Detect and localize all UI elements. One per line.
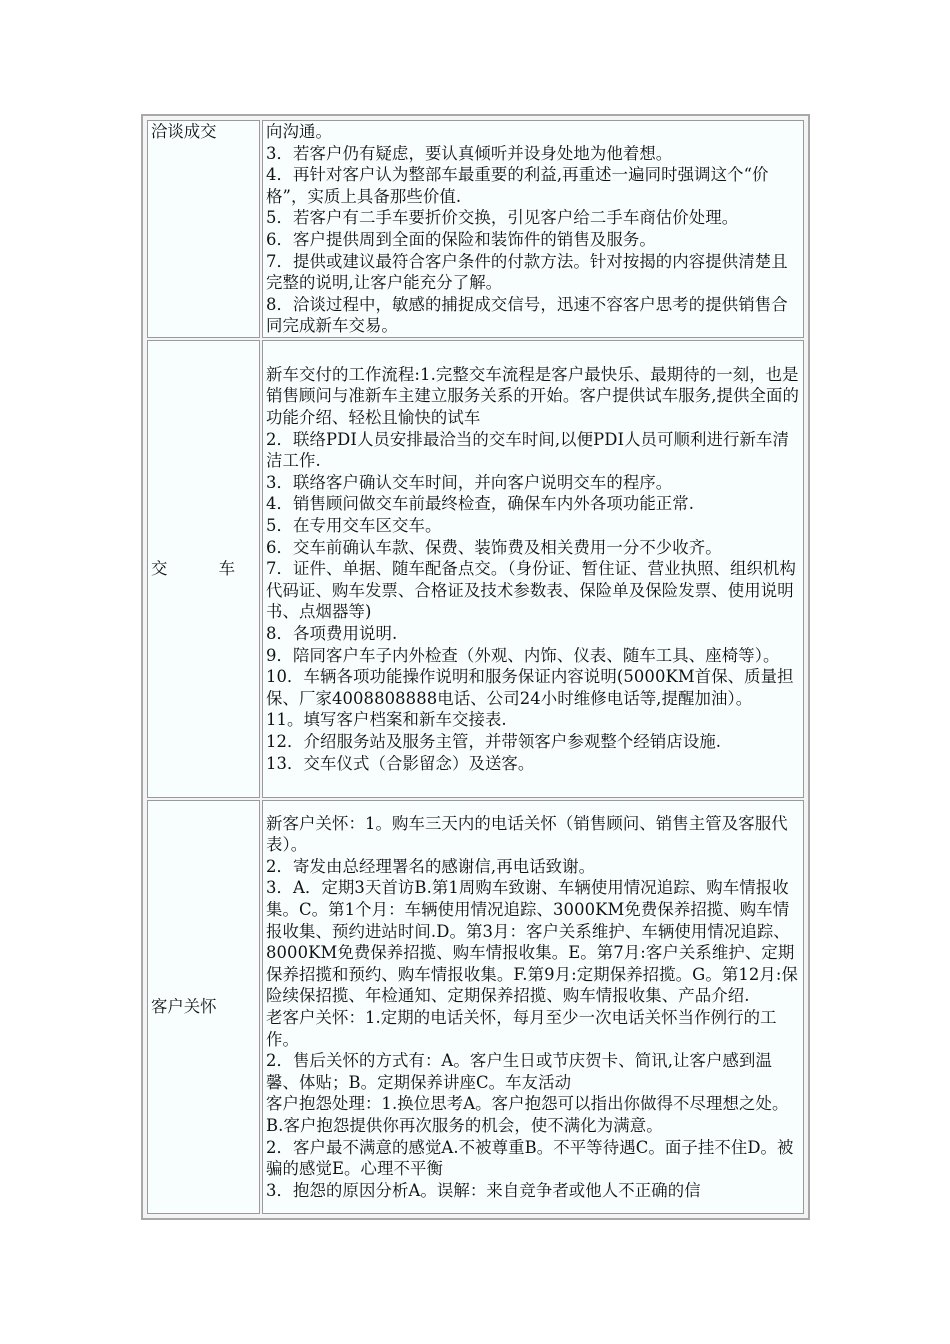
content-line: 2．售后关怀的方式有：A。客户生日或节庆贺卡、简讯,让客户感到温馨、体贴；B。定期保养讲座C。车友活动 [266, 1051, 773, 1092]
content-line: 新客户关怀：1。购车三天内的电话关怀（销售顾问、销售主管及客服代表）。 [266, 813, 788, 855]
row-label-customer-care [147, 800, 260, 1214]
content-line: 3．A．定期3天首访B.第1周购车致谢、车辆使用情况追踪、购车情报收集。C。第1个月：车辆使用情况追踪、3000KM免费保养招揽、购车情报收集、预约进站时间.D。第3月：客户关系维护、车辆使用情况追踪、8000KM免费保养招揽、购车情报收集。E。第7月:客户关系维护、定期保养招揽和预约、购车情报收集。F.第9月:定期保养招揽。G。第12月:保险续保招揽、年检通知、定期保养招揽、购车情报收集、产品介绍. [266, 878, 798, 1006]
content-line: 11。填写客户档案和新车交接表. [266, 710, 507, 730]
sales-process-table [145, 118, 806, 1216]
content-line: 客户抱怨处理：1.换位思考A。客户抱怨可以指出你做得不尽理想之处。B.客户抱怨提供你再次服务的机会，使不满化为满意。 [266, 1094, 789, 1135]
content-line: 2．联络PDI人员安排最洽当的交车时间,以便PDI人员可顺利进行新车清洁工作. [266, 429, 789, 471]
row-label-negotiation [147, 120, 260, 338]
content-line: 6．客户提供周到全面的保险和装饰件的销售及服务。 [266, 230, 656, 249]
document-table-frame [141, 114, 810, 1220]
content-line: 3．抱怨的原因分析A。误解：来自竞争者或他人不正确的信 [266, 1180, 701, 1200]
content-line: 4．销售顾问做交车前最终检查，确保车内外各项功能正常. [266, 494, 695, 514]
row-content-delivery [262, 340, 804, 798]
row-label-text: 客户关怀 [151, 997, 217, 1017]
row-content-negotiation [262, 120, 804, 338]
content-line: 5．若客户有二手车要折价交换，引见客户给二手车商估价处理。 [266, 208, 739, 228]
content-line: 5．在专用交车区交车。 [266, 516, 442, 536]
content-line: 老客户关怀：1.定期的电话关怀，每月至少一次电话关怀当作例行的工作。 [266, 1008, 777, 1049]
content-line: 3．若客户仍有疑虑，要认真倾听并设身处地为他着想。 [266, 143, 673, 163]
row-label-text: 交车 [151, 559, 235, 579]
content-line: 2．客户最不满意的感觉A.不被尊重B。不平等待遇C。面子挂不住D。被骗的感觉E。心理不平衡 [266, 1137, 794, 1179]
content-line: 8．各项费用说明. [266, 623, 398, 643]
row-content-customer-care [262, 800, 804, 1214]
content-line: 9．陪同客户车子内外检查（外观、内饰、仪表、随车工具、座椅等）。 [266, 645, 780, 665]
row-label-text: 洽谈成交 [151, 122, 217, 141]
content-line: 10．车辆各项功能操作说明和服务保证内容说明(5000KM首保、质量担保、厂家4008808888电话、公司24小时维修电话等,提醒加油）。 [266, 667, 794, 708]
content-line: 2．寄发由总经理署名的感谢信,再电话致谢。 [266, 856, 596, 876]
content-line: 8．洽谈过程中，敏感的捕捉成交信号，迅速不容客户思考的提供销售合同完成新车交易。 [266, 294, 788, 336]
content-line: 12．介绍服务站及服务主管，并带领客户参观整个经销店设施. [266, 731, 722, 751]
content-line: 13．交车仪式（合影留念）及送客。 [266, 753, 535, 773]
content-line: 新车交付的工作流程:1.完整交车流程是客户最快乐、最期待的一刻，也是销售顾问与准新车主建立服务关系的开始。客户提供试车服务,提供全面的功能介绍、轻松且愉快的试车 [266, 364, 800, 428]
content-line: 4．再针对客户认为整部车最重要的利益,再重述一遍同时强调这个“价格”，实质上具备那些价值. [266, 165, 769, 206]
table-row-delivery [147, 340, 804, 798]
table-row-negotiation [147, 120, 804, 338]
content-line: 3．联络客户确认交车时间，并向客户说明交车的程序。 [266, 472, 673, 492]
content-line: 7．证件、单据、随车配备点交。（身份证、暂住证、营业执照、组织机构代码证、购车发票、合格证及技术参数表、保险单及保险发票、使用说明书、点烟器等) [266, 559, 797, 622]
row-label-delivery [147, 340, 260, 798]
table-row-customer-care [147, 800, 804, 1214]
content-line: 向沟通。 [266, 122, 332, 142]
content-line: 6．交车前确认车款、保费、装饰费及相关费用一分不少收齐。 [266, 537, 722, 557]
content-line: 7．提供或建议最符合客户条件的付款方法。针对按揭的内容提供清楚且完整的说明,让客户能充分了解。 [266, 251, 788, 293]
